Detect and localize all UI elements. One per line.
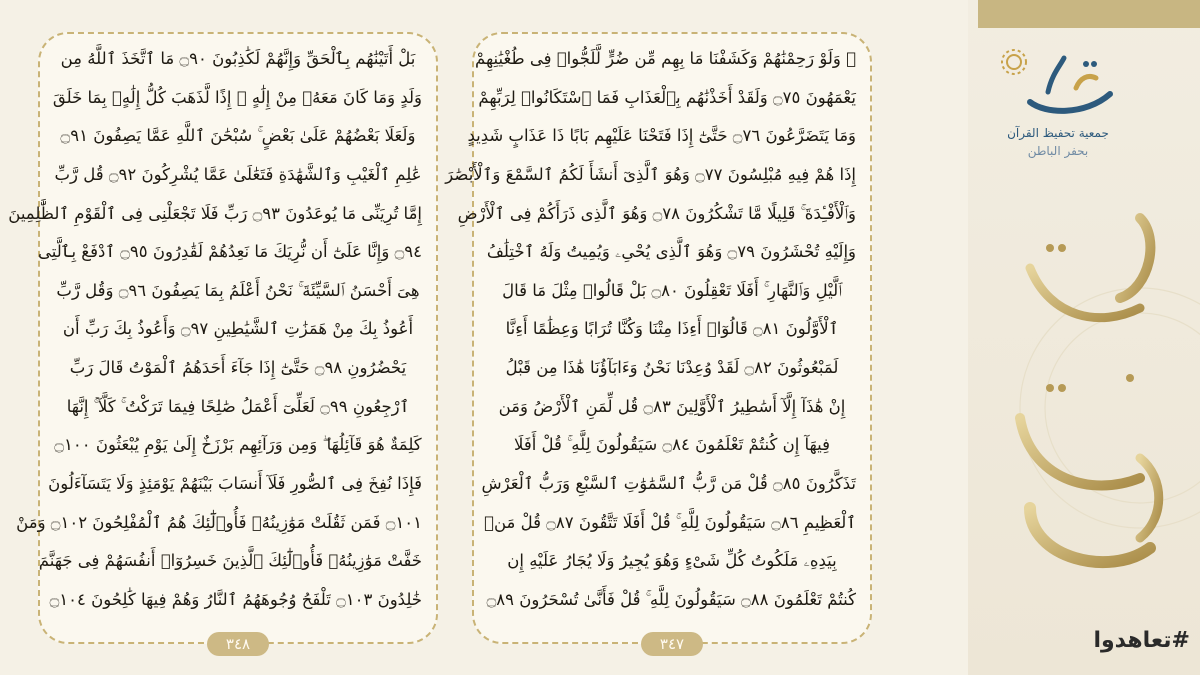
burhan-logo-icon: [990, 44, 1126, 124]
verse-line: ۝١٠١ فَمَن ثَقُلَتْ مَوَٰزِينُهُۥ فَأُو۟لَٰٓئِكَ هُمُ ٱلْمُفْلِحُونَ ۝١٠٢ وَمَنْ: [16, 512, 422, 532]
calligraphy-artwork: [990, 178, 1190, 598]
association-city: بحفر الباطن: [1027, 144, 1089, 158]
verse-line: ۝٩٤ وَإِنَّا عَلَىٰٓ أَن نُّرِيَكَ مَا نَعِدُهُمْ لَقَٰدِرُونَ ۝٩٥ ٱدْفَعْ بِٱلَّتِى: [38, 242, 422, 262]
page-number-badge: ٣٤٨: [207, 632, 269, 656]
verse-line: إِذَا هُمْ فِيهِ مُبْلِسُونَ ۝٧٧ وَهُوَ ٱلَّذِىٓ أَنشَأَ لَكُمُ ٱلسَّمْعَ وَٱلْأَبْصَٰرَ: [445, 164, 856, 184]
verse-line: أَعُوذُ بِكَ مِنْ هَمَزَٰتِ ٱلشَّيَٰطِينِ ۝٩٧ وَأَعُوذُ بِكَ رَبِّ أَن: [62, 319, 414, 339]
verse-line: خَفَّتْ مَوَٰزِينُهُۥ فَأُو۟لَٰٓئِكَ ٱلَّذِينَ خَسِرُوٓا۟ أَنفُسَهُمْ فِى جَهَنَّمَ: [38, 551, 422, 571]
verse-line: ٱلَّيْلِ وَٱلنَّهَارِ ۚ أَفَلَا تَعْقِلُونَ ۝٨٠ بَلْ قَالُوا۟ مِثْلَ مَا قَالَ: [502, 280, 842, 300]
verse-line: كُنتُمْ تَعْلَمُونَ ۝٨٨ سَيَقُولُونَ لِلَّهِ ۚ قُلْ فَأَنَّىٰ تُسْحَرُونَ ۝٨٩: [486, 589, 856, 609]
verse-line: هِىَ أَحْسَنُ ٱلسَّيِّئَةَ ۚ نَحْنُ أَعْلَمُ بِمَا يَصِفُونَ ۝٩٦ وَقُل رَّبِّ: [56, 280, 420, 300]
verse-line: يَعْمَهُونَ ۝٧٥ وَلَقَدْ أَخَذْنَٰهُم بِٱلْعَذَابِ فَمَا ٱسْتَكَانُوا۟ لِرَبِّهِمْ: [478, 87, 856, 107]
mushaf-page-right: [445, 32, 872, 653]
verse-line: إِمَّا تُرِيَنِّى مَا يُوعَدُونَ ۝٩٣ رَبِّ فَلَا تَجْعَلْنِى فِى ٱلْقَوْمِ ٱلظَّٰلِمِينَ: [8, 203, 422, 223]
verse-line: يَحْضُرُونِ ۝٩٨ حَتَّىٰٓ إِذَا جَآءَ أَحَدَهُمُ ٱلْمَوْتُ قَالَ رَبِّ: [69, 358, 407, 378]
verse-line: ۞ وَلَوْ رَحِمْنَٰهُمْ وَكَشَفْنَا مَا بِهِم مِّن ضُرٍّ لَّلَجُّوا۟ فِى طُغْيَٰنِهِمْ: [474, 49, 856, 68]
verse-line: لَمَبْعُوثُونَ ۝٨٢ لَقَدْ وُعِدْنَا نَحْنُ وَءَابَآؤُنَا هَٰذَا مِن قَبْلُ: [505, 358, 839, 378]
verse-line: إِنْ هَٰذَآ إِلَّآ أَسَٰطِيرُ ٱلْأَوَّلِينَ ۝٨٣ قُل لِّمَنِ ٱلْأَرْضُ وَمَن: [498, 396, 846, 416]
gold-top-bar: [978, 0, 1200, 28]
verse-line: ٱرْجِعُونِ ۝٩٩ لَعَلِّىٓ أَعْمَلُ صَٰلِحًا فِيمَا تَرَكْتُ ۚ كَلَّآ ۚ إِنَّهَا: [66, 396, 410, 416]
verse-line: بَلْ أَتَيْنَٰهُم بِٱلْحَقِّ وَإِنَّهُمْ لَكَٰذِبُونَ ۝٩٠ مَا ٱتَّخَذَ ٱللَّهُ مِن: [60, 49, 416, 68]
verse-line: وَإِلَيْهِ تُحْشَرُونَ ۝٧٩ وَهُوَ ٱلَّذِى يُحْىِۦ وَيُمِيتُ وَلَهُ ٱخْتِلَٰفُ: [486, 242, 856, 262]
verse-line: وَمَا يَتَضَرَّعُونَ ۝٧٦ حَتَّىٰٓ إِذَا فَتَحْنَا عَلَيْهِم بَابًا ذَا عَذَابٍ شَدِيدٍ: [467, 126, 856, 146]
verse-line: وَلَعَلَا بَعْضُهُمْ عَلَىٰ بَعْضٍ ۚ سُبْحَٰنَ ٱللَّهِ عَمَّا يَصِفُونَ ۝٩١: [60, 126, 416, 146]
verse-lines: [8, 42, 422, 616]
verse-line: عَٰلِمِ ٱلْغَيْبِ وَٱلشَّهَٰدَةِ فَتَعَٰلَىٰ عَمَّا يُشْرِكُونَ ۝٩٢ قُل رَّبِّ: [54, 164, 422, 184]
association-logo: [990, 44, 1126, 164]
verse-line: وَٱلْأَفْـِٔدَةَ ۚ قَلِيلًا مَّا تَشْكُرُونَ ۝٧٨ وَهُوَ ٱلَّذِى ذَرَأَكُمْ فِى ٱلْأَرْضِ: [457, 203, 856, 223]
verse-line: فَإِذَا نُفِخَ فِى ٱلصُّورِ فَلَآ أَنسَابَ بَيْنَهُمْ يَوْمَئِذٍ وَلَا يَتَسَآءَلُونَ: [48, 474, 422, 494]
verse-line: خَٰلِدُونَ ۝١٠٣ تَلْفَحُ وُجُوهَهُمُ ٱلنَّارُ وَهُمْ فِيهَا كَٰلِحُونَ ۝١٠٤: [49, 589, 422, 609]
mushaf-page-left: [8, 32, 438, 653]
verse-lines: [445, 42, 856, 616]
association-name: جمعية تحفيظ القرآن: [1007, 126, 1109, 140]
page-number-badge: ٣٤٧: [641, 632, 703, 656]
verse-line: وَلَدٍ وَمَا كَانَ مَعَهُۥ مِنْ إِلَٰهٍ ۚ إِذًا لَّذَهَبَ كُلُّ إِلَٰهٍۭ بِمَا خَلَقَ: [52, 87, 422, 107]
verse-line: تَذَكَّرُونَ ۝٨٥ قُلْ مَن رَّبُّ ٱلسَّمَٰوَٰتِ ٱلسَّبْعِ وَرَبُّ ٱلْعَرْشِ: [481, 474, 856, 494]
verse-line: ٱلْأَوَّلُونَ ۝٨١ قَالُوٓا۟ أَءِذَا مِتْنَا وَكُنَّا تُرَابًا وَعِظَٰمًا أَءِنَّا: [505, 319, 839, 339]
verse-line: بِيَدِهِۦ مَلَكُوتُ كُلِّ شَىْءٍ وَهُوَ يُجِيرُ وَلَا يُجَارُ عَلَيْهِ إِن: [507, 551, 837, 571]
verse-line: ٱلْعَظِيمِ ۝٨٦ سَيَقُولُونَ لِلَّهِ ۚ قُلْ أَفَلَا تَتَّقُونَ ۝٨٧ قُلْ مَنۢ: [484, 512, 856, 532]
hashtag-label: #تعاهدوا: [1093, 628, 1190, 653]
verse-line: فِيهَآ إِن كُنتُمْ تَعْلَمُونَ ۝٨٤ سَيَقُولُونَ لِلَّهِ ۚ قُلْ أَفَلَا: [513, 435, 831, 455]
verse-line: كَلِمَةٌ هُوَ قَآئِلُهَا ۖ وَمِن وَرَآئِهِم بَرْزَخٌ إِلَىٰ يَوْمِ يُبْعَثُونَ ۝١٠٠: [54, 435, 422, 455]
